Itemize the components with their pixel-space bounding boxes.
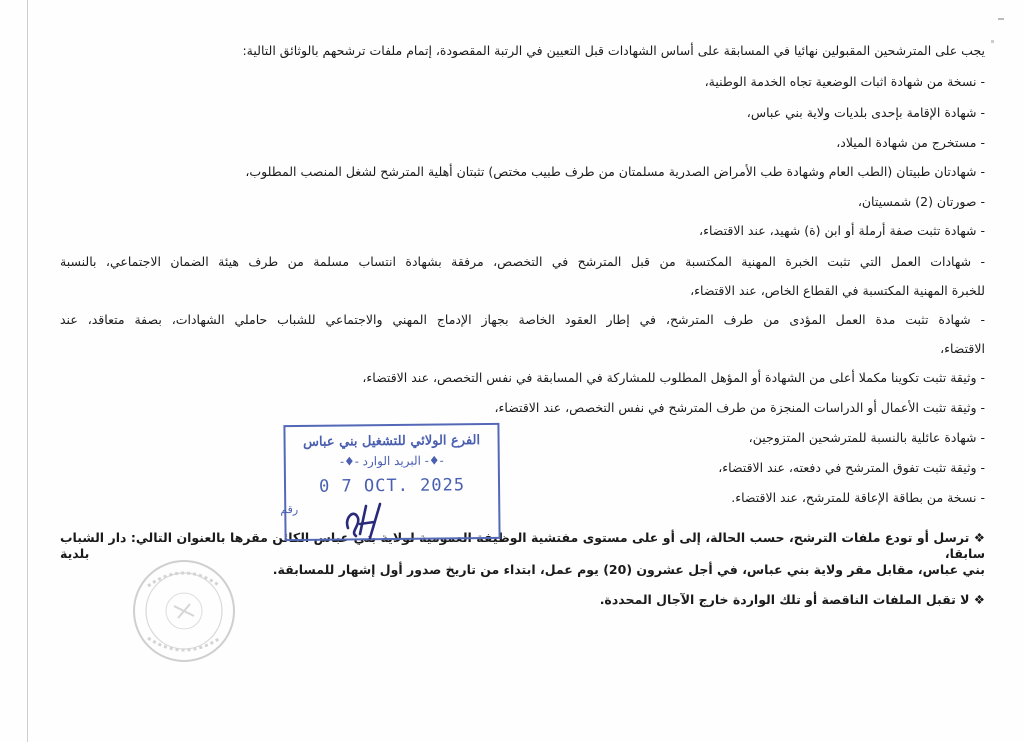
- list-item: - صورتان (2) شمسيتان،: [857, 194, 985, 209]
- list-item: - وثيقة تثبت تفوق المترشح في دفعته، عند الاقتضاء،: [718, 460, 985, 475]
- handwritten-reference-number: [340, 498, 410, 542]
- stamp-office-name: الفرع الولائي للتشغيل بني عباس: [302, 433, 481, 450]
- list-item: - نسخة من شهادة اثبات الوضعية تجاه الخدمة الوطنية،: [704, 74, 985, 89]
- list-item-continuation: للخبرة المهنية المكتسبة في القطاع الخاص، عند الاقتضاء،: [690, 283, 985, 298]
- list-item: - شهادة تثبت مدة العمل المؤدى من طرف المترشح، في إطار العقود الخاصة بجهاز الإدماج المهني والاجتماعي للشباب حاملي الشهادات، بصفة متعاقد، عند: [60, 312, 985, 327]
- list-item: - شهادتان طبيتان (الطب العام وشهادة طب الأمراض الصدرية مسلمتان من طرف طبيب مختص) تثبتان أهلية المترشح لشغل المنصب المطلوب،: [245, 164, 985, 179]
- page-edge-line: [27, 0, 28, 742]
- list-item-continuation: الاقتضاء،: [940, 341, 985, 356]
- list-item: - وثيقة تثبت الأعمال أو الدراسات المنجزة من طرف المترشح في نفس التخصص، عند الاقتضاء،: [494, 400, 985, 415]
- submission-paragraph: ❖ ترسل أو تودع ملفات الترشح، حسب الحالة، إلى أو على مستوى مفتشية الوظيفة العمومية لولاية بني عباس الكائن مقرها بالعنوان التالي: دار الشباب سابقا، بلدية: [60, 530, 985, 561]
- scan-speck: [998, 18, 1004, 20]
- list-item: - شهادة الإقامة بإحدى بلديات ولاية بني عباس،: [746, 105, 985, 120]
- intro-line: يجب على المترشحين المقبولين نهائيا في المسابقة على أساس الشهادات قبل التعيين في الرتبة المقصودة، إتمام ملفات ترشحهم بالوثائق التالية:: [242, 43, 985, 58]
- list-item: - شهادة عائلية بالنسبة للمترشحين المتزوجين،: [748, 430, 985, 445]
- scan-speck: [991, 40, 994, 43]
- submission-paragraph-continuation: بني عباس، مقابل مقر ولاية بني عباس، في أجل عشرون (20) يوم عمل، ابتداء من تاريخ صدور أول إشهار للمسابقة.: [272, 562, 985, 577]
- list-item: - وثيقة تثبت تكوينا مكملا أعلى من الشهادة أو المؤهل المطلوب للمشاركة في المسابقة في نفس التخصص، عند الاقتضاء،: [362, 370, 985, 385]
- list-item: - نسخة من بطاقة الإعاقة للمترشح، عند الاقتضاء.: [731, 490, 985, 505]
- rejection-notice: ❖ لا تقبل الملفات الناقصة أو تلك الواردة خارج الآجال المحددة.: [599, 592, 985, 607]
- list-item: - مستخرج من شهادة الميلاد،: [836, 135, 985, 150]
- stamp-ref-label: رقم: [280, 502, 299, 517]
- faded-official-seal: [128, 556, 240, 666]
- stamp-date: 0 7 OCT. 2025: [318, 475, 466, 497]
- list-item: - شهادات العمل التي تثبت الخبرة المهنية المكتسبة من قبل المترشح في التخصص، مرفقة بشهادة انتساب مسلمة من طرف هيئة الضمان الاجتماعي، بالنسبة: [60, 254, 985, 269]
- list-item: - شهادة تثبت صفة أرملة أو ابن (ة) شهيد، عند الاقتضاء،: [699, 223, 985, 238]
- stamp-incoming-mail-label: -♦- البريد الوارد -♦-: [339, 453, 444, 469]
